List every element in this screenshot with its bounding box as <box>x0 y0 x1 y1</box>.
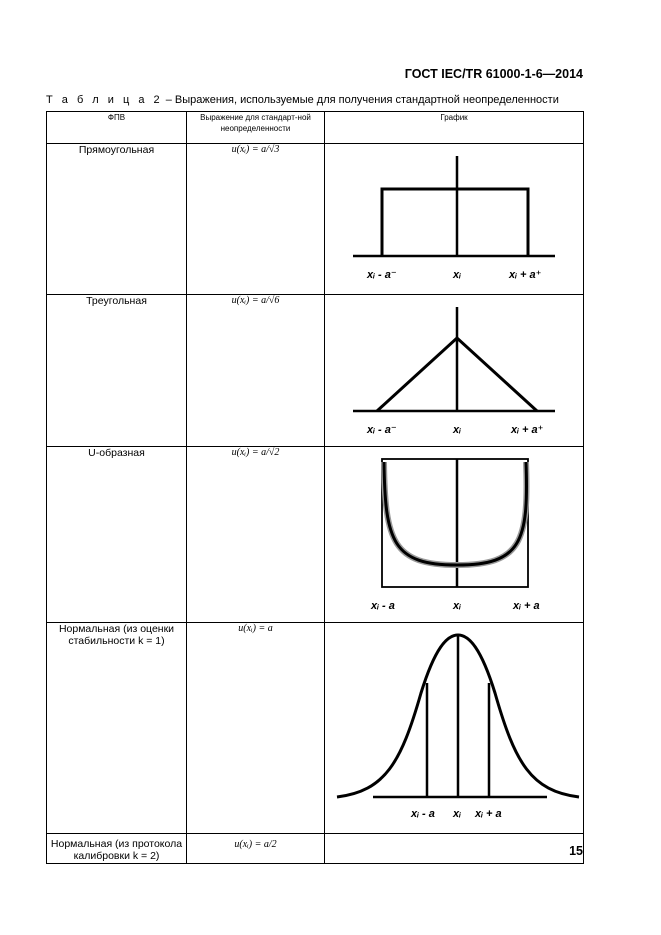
table-header-row <box>47 112 584 144</box>
rectangular-pdf-curve <box>382 189 528 256</box>
table-row <box>47 295 584 447</box>
pdf-name: Нормальная (из протокола калибровки k = 2) <box>47 834 187 864</box>
pdf-graph <box>325 295 584 447</box>
pdf-graph <box>325 623 584 834</box>
normal-graph <box>325 623 584 828</box>
pdf-expression: u(xᵢ) = a/√6 <box>187 295 325 447</box>
label-center: xᵢ <box>453 808 461 820</box>
page-number: 15 <box>569 844 583 858</box>
label-center: xᵢ <box>453 269 461 281</box>
pdf-expression: u(xᵢ) = a/√3 <box>187 144 325 295</box>
table-row <box>47 144 584 295</box>
pdf-name: Треугольная <box>47 295 187 447</box>
label-left: xᵢ - a⁻ <box>367 424 397 436</box>
pdf-expression: u(xᵢ) = a/2 <box>187 834 325 864</box>
col-header-pdf: ФПВ <box>47 112 187 144</box>
label-right: xᵢ + a⁺ <box>511 424 544 436</box>
label-right: xᵢ + a⁺ <box>509 269 542 281</box>
triangular-graph <box>325 295 584 441</box>
col-header-graph: График <box>325 112 584 144</box>
standard-header: ГОСТ IEC/TR 61000-1-6—2014 <box>404 67 583 81</box>
pdf-graph <box>325 144 584 295</box>
label-right: xᵢ + a <box>513 600 540 612</box>
label-center: xᵢ <box>453 600 461 612</box>
label-left: xᵢ - a⁻ <box>367 269 397 281</box>
caption-label: Т а б л и ц а 2 <box>46 94 163 106</box>
pdf-expression: u(xᵢ) = a/√2 <box>187 447 325 623</box>
col-header-expression: Выражение для стандарт-ной неопределенности <box>187 112 325 144</box>
pdf-graph <box>325 447 584 623</box>
caption-text: – Выражения, используемые для получения стандартной неопределенности <box>162 94 559 106</box>
table-caption <box>46 94 559 106</box>
pdf-expression: u(xᵢ) = a <box>187 623 325 834</box>
label-right: xᵢ + a <box>475 808 502 820</box>
table-row <box>47 623 584 834</box>
table-row <box>47 447 584 623</box>
label-left: xᵢ - a <box>411 808 435 820</box>
pdf-name: Прямоугольная <box>47 144 187 295</box>
pdf-name: Нормальная (из оценки стабильности k = 1) <box>47 623 187 834</box>
u-shaped-curve-shadow <box>384 462 527 565</box>
pdf-graph <box>325 834 584 864</box>
label-left: xᵢ - a <box>371 600 395 612</box>
rectangular-graph <box>325 144 584 289</box>
label-center: xᵢ <box>453 424 461 436</box>
uncertainty-table <box>46 111 584 864</box>
table-row <box>47 834 584 864</box>
pdf-name: U-образная <box>47 447 187 623</box>
u-shaped-graph <box>325 447 584 617</box>
